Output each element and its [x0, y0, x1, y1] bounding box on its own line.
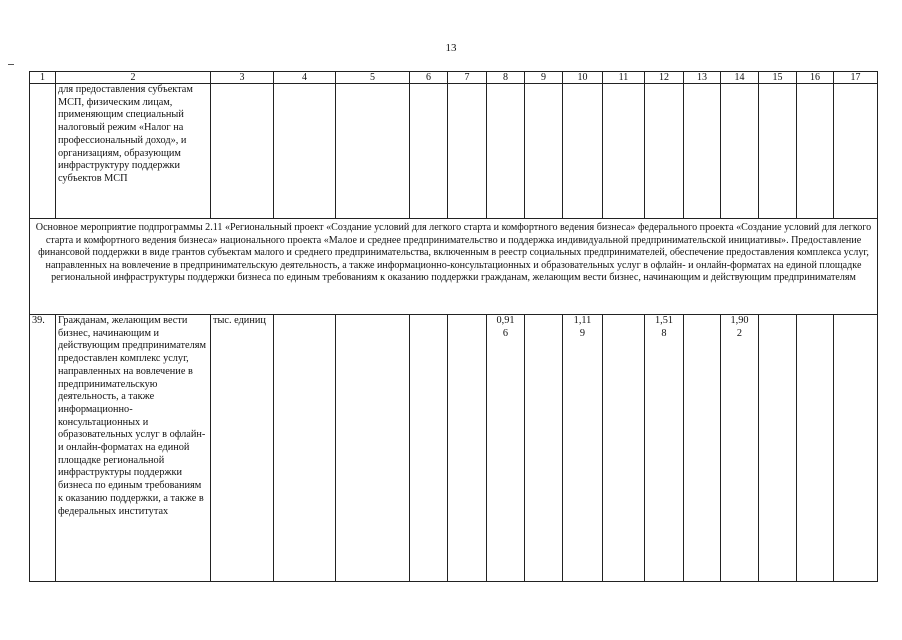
- table-cell: [603, 84, 645, 219]
- header-cell: 6: [410, 72, 448, 84]
- value-part: 1,51: [654, 315, 674, 326]
- row-number: 39.: [30, 315, 56, 582]
- table-cell: [684, 84, 721, 219]
- section-heading: Основное мероприятие подпрограммы 2.11 «Региональный проект «Создание условий для легкого старта и комфортного ведения бизнеса» федерального проекта «Создание условий для легкого старта и комфортного ведения бизнеса» национального проекта «Малое и среднее предпринимательство и поддержка индивидуальной предпринимательской инициативы». Предоставление финансовой поддержки в виде грантов субъектам малого и среднего предпринимательства, включенным в реестр социальных предпринимателей, обеспечение предоставления комплекса услуг, направленных на вовлечение в предпринимательскую деятельность, а также информационно-консультационных и образовательных услуг в офлайн- и онлайн-форматах на единой площадке региональной инфраструктуры поддержки бизнеса по единым требованиям к оказанию поддержки гражданам, желающим вести бизнес, начинающим и действующим предпринимателям: [30, 219, 878, 315]
- table-cell: [487, 84, 525, 219]
- value-cell: [721, 315, 759, 582]
- value-part: 1,90: [730, 315, 749, 326]
- header-cell: 1: [30, 72, 56, 84]
- header-cell: 8: [487, 72, 525, 84]
- header-cell: 9: [525, 72, 563, 84]
- value-part: 0,91: [496, 315, 515, 326]
- value-part: 1,11: [573, 315, 592, 326]
- section-heading-row: [30, 219, 878, 315]
- table-cell: [410, 84, 448, 219]
- table-cell: [721, 84, 759, 219]
- table-cell: [834, 315, 878, 582]
- header-cell: 4: [274, 72, 336, 84]
- table-row: [30, 315, 878, 582]
- value-cell: [645, 315, 684, 582]
- margin-mark: [8, 64, 14, 65]
- table-cell: [525, 84, 563, 219]
- table-cell: [759, 84, 797, 219]
- table-cell: [645, 84, 684, 219]
- table-cell: [797, 315, 834, 582]
- indicator-table: [29, 71, 878, 582]
- table-cell: [410, 315, 448, 582]
- value-part: 8: [661, 327, 667, 339]
- header-cell: 17: [834, 72, 878, 84]
- table-cell: [211, 84, 274, 219]
- header-cell: 7: [448, 72, 487, 84]
- header-cell: 13: [684, 72, 721, 84]
- table-cell: [759, 315, 797, 582]
- table-cell: [336, 315, 410, 582]
- value-part: 9: [579, 327, 586, 339]
- column-number-row: [30, 72, 878, 84]
- table-cell: [448, 84, 487, 219]
- header-cell: 14: [721, 72, 759, 84]
- header-cell: 12: [645, 72, 684, 84]
- table-cell: [834, 84, 878, 219]
- header-cell: 3: [211, 72, 274, 84]
- table-cell: [563, 84, 603, 219]
- header-cell: 11: [603, 72, 645, 84]
- indicator-name-cell: для предоставления субъектам МСП, физическим лицам, применяющим специальный налоговый режим «Налог на профессиональный доход», и организациям, образующим инфраструктуру поддержки субъектов МСП: [56, 84, 211, 219]
- table-cell: [525, 315, 563, 582]
- indicator-name-cell: Гражданам, желающим вести бизнес, начинающим и действующим предпринимателям предоставлен комплекс услуг, направленных на вовлечение в предпринимательскую деятельность, а также информационно-консультационных и образовательных услуг в офлайн- и онлайн-форматах на единой площадке региональной инфраструктуры поддержки бизнеса по единым требованиям к оказанию поддержки, а также в федеральных институтах: [56, 315, 211, 582]
- value-part: 2: [736, 327, 743, 339]
- table-cell: [684, 315, 721, 582]
- header-cell: 15: [759, 72, 797, 84]
- table-row: [30, 84, 878, 219]
- header-cell: 16: [797, 72, 834, 84]
- header-cell: 5: [336, 72, 410, 84]
- value-part: 6: [502, 327, 509, 339]
- table-cell: [448, 315, 487, 582]
- header-cell: 10: [563, 72, 603, 84]
- table-cell: [603, 315, 645, 582]
- unit-cell: тыс. единиц: [211, 315, 274, 582]
- value-cell: [563, 315, 603, 582]
- value-cell: [487, 315, 525, 582]
- table-cell: [274, 84, 336, 219]
- table-cell: [30, 84, 56, 219]
- table-cell: [336, 84, 410, 219]
- table-cell: [274, 315, 336, 582]
- page-number: 13: [445, 42, 457, 54]
- table-cell: [797, 84, 834, 219]
- header-cell: 2: [56, 72, 211, 84]
